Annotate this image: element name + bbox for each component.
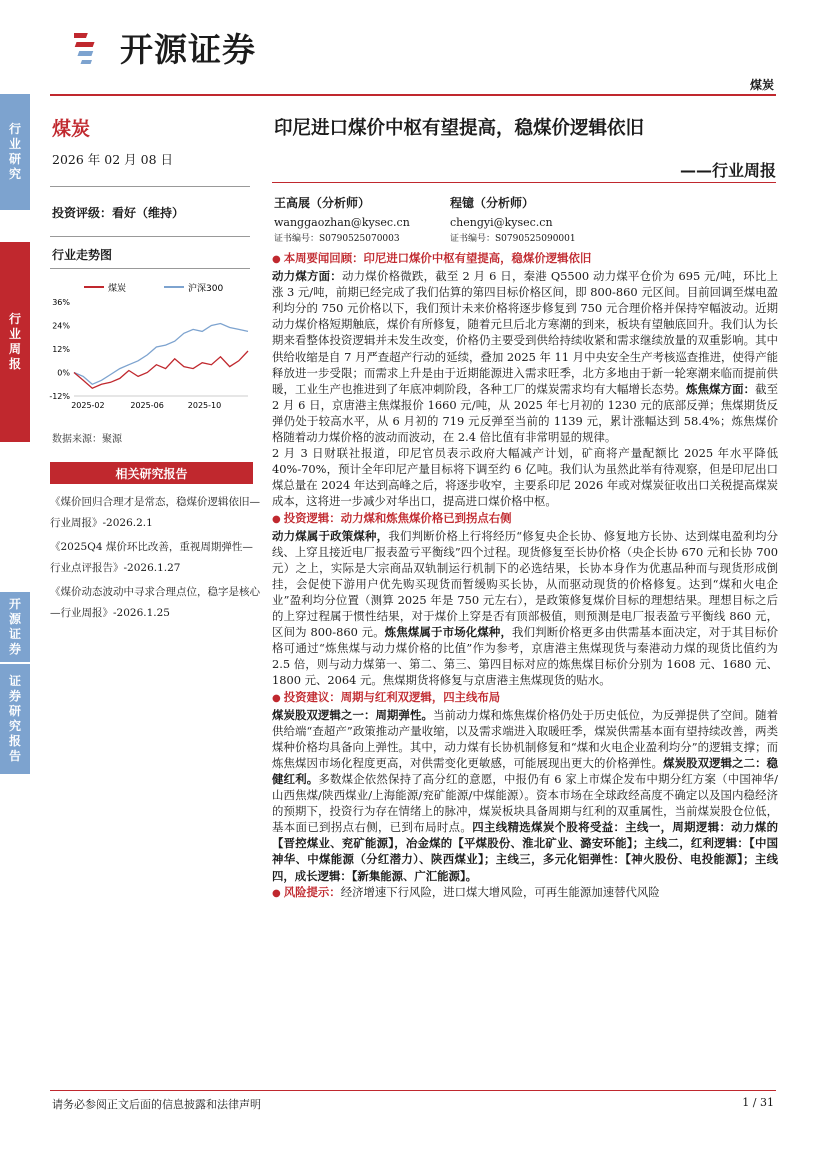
title-divider [272,182,776,183]
y-tick-label: 36% [52,298,70,307]
left-divider [50,268,250,269]
y-tick-label: 24% [52,321,70,331]
y-tick-label: -12% [49,392,70,401]
paragraph: 动力煤方面：动力煤价格微跌，截至 2 月 6 日，秦港 Q5500 动力煤平仓价为 695 元/吨，环比上涨 3 元/吨，前期已经完成了我们估算的第四目标价格区间，即 800-860 元区间。目前回调至煤电盈利均分的 750 元价格以下，我们预计未来价格将逐步修复到 750 元合理价格并保持窄幅波动。近期动力煤价格短期触底，煤价有所修复，随着元旦后北方寒潮的到来，板块有望触底回升。我们认为长期来看整体投资逻辑并未发生改变，价格仍主要受到供给持续收紧和需求继续放量的双重影响。其中供给收缩是自 7 月严查超产行动的延续，叠加 2025 年 11 月中央安全生产考核巡查推进，使得产能释放进一步受限；而需求上升是由于近期能源进入需求旺季，北方多地由于新一轮寒潮来临而提前供暖，工业生产也推进到了年底冲刺阶段，各种工厂的煤炭需求均有大幅增长态势。炼焦煤方面：截至 2 月 6 日，京唐港主焦煤报价 1660 元/吨，从 2025 年七月初的 1230 元的底部反弹；焦煤期货反弹仍处于较高水平，从 6 月初的 719 元反弹至当前的 1139 元，累计涨幅达到 58.4%；炼焦煤价格随着动力煤价格的波动而波动，在 2.4 倍比值有非常明显的规律。 [272,269,778,445]
footer-disclaimer: 请务必参阅正文后面的信息披露和法律声明 [52,1098,261,1111]
analyst-name: 王高展（分析师） [274,196,371,210]
bullet-icon: ● [272,887,281,899]
y-tick-label: 12% [52,345,70,354]
report-date: 2026 年 02 月 08 日 [52,152,173,167]
analyst-card [450,194,576,246]
series-line-hs300 [74,324,248,385]
risk-warning: ● 风险提示：经济增速下行风险，进口煤大增风险，可再生能源加速替代风险 [272,884,660,899]
trend-chart-title: 行业走势图 [52,248,113,262]
industry-name: 煤炭 [52,118,91,140]
y-tick-label: 0% [57,368,70,378]
investment-rating: 投资评级：看好（维持） [52,206,185,220]
report-body [272,250,778,902]
section-heading: ● 投资建议：周期与红利双逻辑，四主线布局 [272,689,501,704]
paragraph: 2 月 3 日财联社报道，印尼官员表示政府大幅减产计划，矿商将产量配额比 2025 年水平降低 40%-70%，预计全年印尼产量目标将下调至约 6 亿吨。我们认为虽然此举有待观察，但是印尼出口煤总量在 2024 年达到高峰之后，将逐步收窄，主要系印尼 2026 年或对煤炭征收出口关税提高煤炭成本，这将进一步减少对华出口，提高进口煤价格中枢。 [272,446,778,509]
bullet-icon: ● [272,692,281,704]
side-tab-weekly: 行业周报 [0,242,30,442]
legend-label: 煤炭 [108,284,127,294]
analyst-cert: 证书编号：S0790525090001 [450,234,576,244]
industry-trend-chart [40,276,256,424]
section-heading: ● 投资逻辑：动力煤和炼焦煤价格已到拐点右侧 [272,510,512,525]
analyst-email[interactable]: chengyi@kysec.cn [450,216,553,229]
side-tab-securities-report: 证券研究报告 [0,664,30,774]
x-tick-label: 2025-02 [71,401,105,410]
related-report-item[interactable]: 《煤价回归合理才是常态，稳煤价逻辑依旧—行业周报》-2026.2.1 [50,496,260,529]
header-divider [50,94,776,96]
company-logo [74,26,256,68]
bullet-icon: ● [272,254,281,265]
left-divider [50,236,250,237]
related-reports-header: 相关研究报告 [50,462,253,484]
side-tab-company: 开源证券 [0,592,30,662]
paragraph: 动力煤属于政策煤种，我们判断价格上行将经历“修复央企长协、修复地方长协、达到煤电盈利均分线、上穿且接近电厂报表盈亏平衡线”四个过程。现货修复至长协价格（央企长协 670 元和长协 700 元）之上，实际是大宗商品双轨制运行机制下的必选结果，长协本身作为优惠品种而与现货形成倒挂，会促使下游用户优先购买现货而暂缓购买长协，从而驱动现货的价格修复。达到“煤和火电企业”盈利均分位置（测算 2025 年是 750 元左右），是政策修复煤价目标的理想结果。理想目标之后的上穿过程属于惯性结果，对于煤价上穿是否有顶部极值，则预测是电厂报表盈亏平衡线 860 元，区间为 800-860 元。炼焦煤属于市场化煤种，我们判断价格更多由供需基本面决定，对于其目标价格可通过“炼焦煤与动力煤价格的比值”作为参考，京唐港主焦煤现货与秦港动力煤的现货比值约为 2.5 倍，则与动力煤第一、第二、第三、第四目标对应的炼焦煤目标价分别为 1608 元、1680 元、1800 元、2064 元。焦煤期货将修复与京唐港主焦煤现货的贴水。 [272,528,778,688]
series-line-coal [74,351,248,388]
footer-divider [50,1090,776,1091]
related-reports-list [50,492,260,627]
header-category: 煤炭 [749,78,774,92]
bullet-icon: ● [272,513,281,525]
side-tab-industry-research: 行业研究 [0,94,30,210]
data-source: 数据来源：聚源 [52,434,122,445]
analyst-email[interactable]: wanggaozhan@kysec.cn [274,216,410,229]
related-report-item[interactable]: 《2025Q4 煤价环比改善，重视周期弹性—行业点评报告》-2026.1.27 [50,541,253,574]
trend-chart-svg [40,276,256,424]
x-tick-label: 2025-10 [187,401,222,410]
company-name: 开源证券 [120,29,256,69]
left-divider [50,186,250,187]
analyst-name: 程镱（分析师） [450,196,535,210]
section-heading: ● 本周要闻回顾：印尼进口煤价中枢有望提高，稳煤价逻辑依旧 [272,251,592,265]
x-tick-label: 2025-06 [130,401,164,410]
page-number: 1 / 31 [742,1096,774,1109]
paragraph: 煤炭股双逻辑之一：周期弹性。当前动力煤和炼焦煤价格仍处于历史低位，为反弹提供了空间。随着供给端“查超产”政策推动产量收缩，以及需求端进入取暖旺季，煤炭供需基本面有望持续改善，两类煤种价格均具备向上弹性。其中，动力煤有长协机制修复和“煤和火电企业盈利均分”的逻辑支撑；而炼焦煤因市场化程度更高，对供需变化更敏感，可能展现出更大的价格弹性。煤炭股双逻辑之二：稳健红利。多数煤企依然保持了高分红的意愿，中报仍有 6 家上市煤企发布中期分红方案（中国神华/山西焦煤/陕西煤业/上海能源/兖矿能源/中煤能源）。资本市场在全球政经高度不确定以及国内稳经济的预期下，投资行为存在情绪上的脉冲，煤炭板块具备周期与红利的双重属性，当前煤炭股仓位低，基本面已到拐点右侧，已到布局时点。四主线精选煤炭个股将受益：主线一，周期逻辑：动力煤的【晋控煤业、兖矿能源】，冶金煤的【平煤股份、淮北矿业、潞安环能】；主线二，红利逻辑：【中国神华、中煤能源（分红潜力）、陕西煤业】；主线三，多元化铝弹性：【神火股份、电投能源】；主线四，成长逻辑：【新集能源、广汇能源】。 [272,707,778,883]
report-title: 印尼进口煤价中枢有望提高，稳煤价逻辑依旧 [274,118,645,139]
related-report-item[interactable]: 《煤价动态波动中寻求合理点位，稳字是核心—行业周报》-2026.1.25 [50,586,260,619]
logo-mark-icon [74,27,114,67]
legend-label: 沪深300 [188,284,224,294]
analyst-cert: 证书编号：S0790525070003 [274,234,400,244]
report-subtitle: ——行业周报 [679,161,776,180]
analyst-card [274,194,410,246]
